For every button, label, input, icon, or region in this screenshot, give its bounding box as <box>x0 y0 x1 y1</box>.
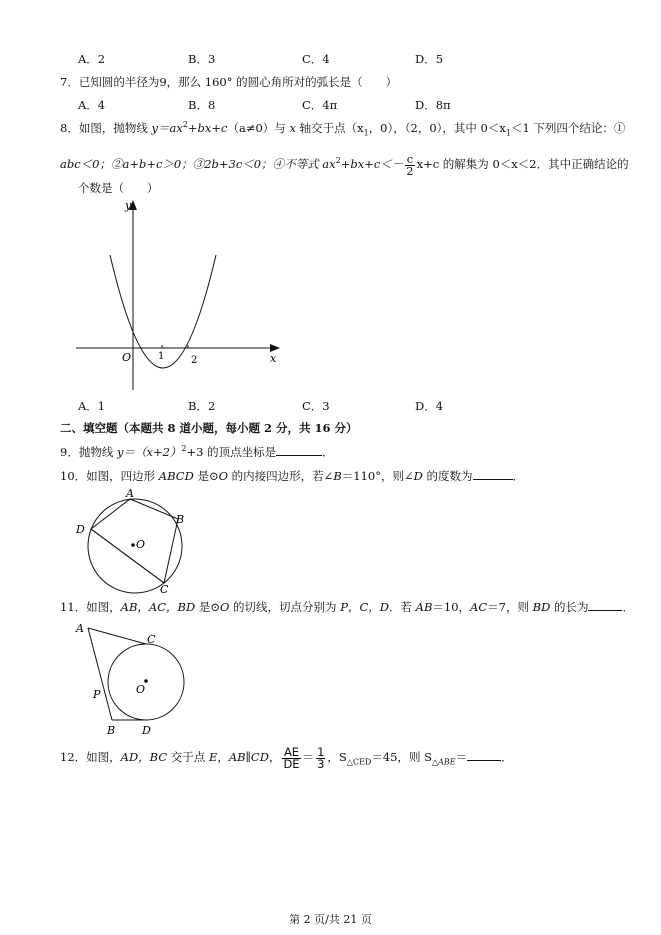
q6-option-b: B．3 <box>188 52 216 66</box>
q7-option-b: B．8 <box>188 98 216 112</box>
q9-answer-blank[interactable] <box>276 445 322 456</box>
q8-fraction: $\frac{c}{2}$ <box>406 151 414 178</box>
q8-option-c: C．3 <box>302 399 330 413</box>
q9-stem: 9．抛物线 $y=(x+2)^2+3$ 的顶点坐标是 ． <box>60 444 334 459</box>
q11-stem: 11．如图，AB，AC，BD 是⊙O 的切线，切点分别为 P，C，D．若 AB＝10，AC＝7，则 BD 的长为 ． <box>60 600 634 614</box>
q10-answer-blank[interactable] <box>473 469 513 480</box>
q6-option-c: C．4 <box>302 52 330 66</box>
q6-option-d: D．5 <box>415 52 444 66</box>
section-2-heading: 二、填空题（本题共 8 道小题，每小题 2 分，共 16 分） <box>60 421 358 435</box>
page-footer: 第 2 页/共 21 页 <box>289 913 372 926</box>
circle-o <box>88 499 185 593</box>
label-a: A <box>126 487 134 500</box>
tick-label-1: 1 <box>158 351 165 362</box>
q8-option-d: D．4 <box>415 399 444 413</box>
q8-parabola-graph <box>70 195 285 395</box>
q8-stem-line1: 8．如图，抛物线 $y=ax^2+bx+c(a\ne 0)$与 x 轴交于点（$x_1$，0），（2，0），其中 $0<x_1<1$ 下列四个结论：① <box>60 120 626 138</box>
label-a: A <box>76 622 84 635</box>
q10-cyclic-quadrilateral-figure <box>70 487 200 597</box>
center-point <box>131 543 135 547</box>
q8-option-a: A．1 <box>78 399 106 413</box>
q7-option-c: C．4π <box>302 98 338 112</box>
label-c: C <box>160 583 169 596</box>
x-axis-label: x <box>270 352 277 365</box>
diagonal-dc <box>91 529 164 583</box>
label-d: D <box>142 724 151 737</box>
q12-stem: 12．如图，AD，BC 交于点 E，AB∥CD， $\frac{AE}{DE}$ ＝ $\frac{1}{3}$ ，$S_{\triangle CED}=45$，则 $S_{\triangle ABE}=$ ． <box>60 744 513 771</box>
q12-answer-blank[interactable] <box>467 750 501 761</box>
q8-stem-line2: abc＜0；②a+b+c＞0；③2b+3c＜0；④不等式 $ax^2+bx+c<-$ $\frac{c}{2}$ x+c 的解集为 0＜x＜2．其中正确结论的 <box>60 151 629 178</box>
label-o: O <box>136 683 146 696</box>
q7-option-a: A．4 <box>78 98 106 112</box>
label-o: O <box>136 538 146 551</box>
q10-stem: 10．如图，四边形 ABCD 是⊙O 的内接四边形，若∠B＝110°，则∠D 的度数为 ． <box>60 469 525 483</box>
label-b: B <box>176 513 185 526</box>
q7-option-d: D．8π <box>415 98 451 112</box>
y-axis-label: y <box>125 199 132 212</box>
q11-answer-blank[interactable] <box>588 600 622 611</box>
q11-tangent-figure <box>70 618 200 740</box>
q8-stem-line3: 个数是（ ） <box>78 181 159 195</box>
tick-label-2: 2 <box>191 355 198 366</box>
q12-ratio-fraction: $\frac{AE}{DE}$ <box>283 744 300 771</box>
q8-option-b: B．2 <box>188 399 216 413</box>
label-c: C <box>147 633 156 646</box>
label-d: D <box>76 523 85 536</box>
q12-value-fraction: $\frac{1}{3}$ <box>317 744 325 771</box>
x-axis-arrow <box>270 344 280 352</box>
origin-label: O <box>122 351 132 364</box>
label-b: B <box>107 724 116 737</box>
tangent-ac <box>88 628 146 644</box>
q7-stem: 7．已知圆的半径为9，那么 160° 的圆心角所对的弧长是（ ） <box>60 75 398 89</box>
label-p: P <box>93 688 101 701</box>
q6-option-a: A．2 <box>78 52 106 66</box>
quadrilateral-abcd <box>91 499 178 583</box>
